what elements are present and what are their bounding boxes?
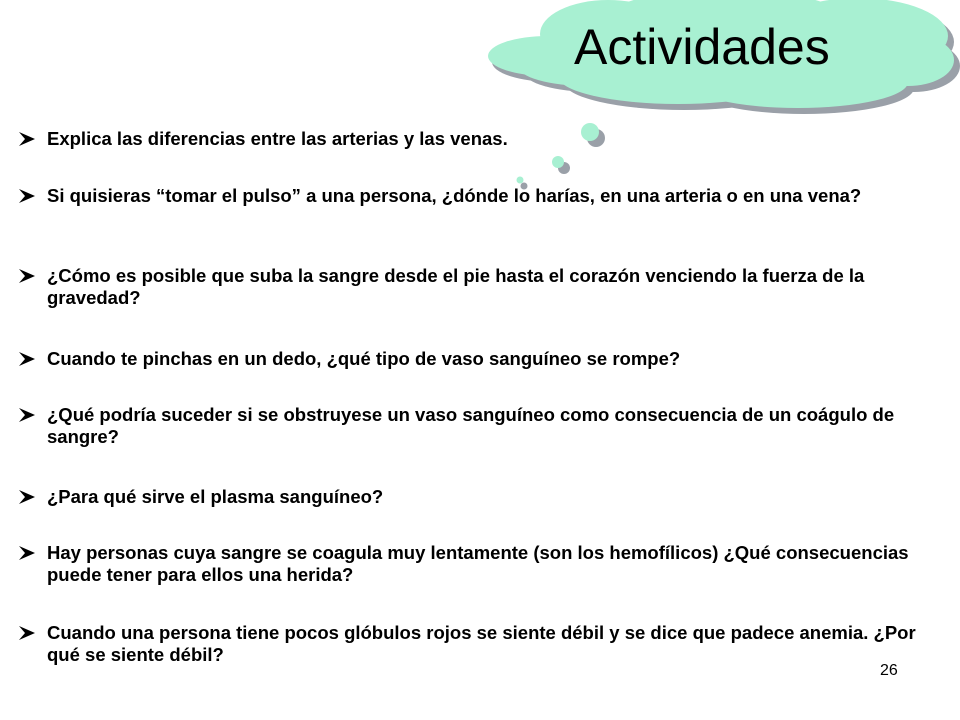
slide-title: Actividades [574,19,830,75]
item-text: Cuando una persona tiene pocos glóbulos rojos se siente débil y se dice que padece anemia. ¿Por qué se siente débil? [47,622,916,665]
item-text: Si quisieras “tomar el pulso” a una persona, ¿dónde lo harías, en una arteria o en una vena? [47,185,862,206]
item-text: Explica las diferencias entre las arterias y las venas. [47,128,508,149]
arrow-bullet-icon [18,489,36,505]
title-cloud [484,0,960,190]
arrow-bullet-icon [18,268,36,284]
arrow-bullet-icon [18,545,36,561]
item-text: ¿Cómo es posible que suba la sangre desde el pie hasta el corazón venciendo la fuerza de la gravedad? [47,265,865,308]
item-text: Cuando te pinchas en un dedo, ¿qué tipo de vaso sanguíneo se rompe? [47,348,681,369]
item-text: Hay personas cuya sangre se coagula muy lentamente (son los hemofílicos) ¿Qué consecuencias puede tener para ellos una herida? [47,542,909,585]
item-text: ¿Qué podría suceder si se obstruyese un vaso sanguíneo como consecuencia de un coágulo de sangre? [47,404,895,447]
arrow-bullet-icon [18,625,36,641]
item-text: ¿Para qué sirve el plasma sanguíneo? [47,486,384,507]
arrow-bullet-icon [18,351,36,367]
arrow-bullet-icon [18,407,36,423]
arrow-bullet-icon [18,188,36,204]
arrow-bullet-icon [18,131,36,147]
page-number: 26 [880,662,898,679]
